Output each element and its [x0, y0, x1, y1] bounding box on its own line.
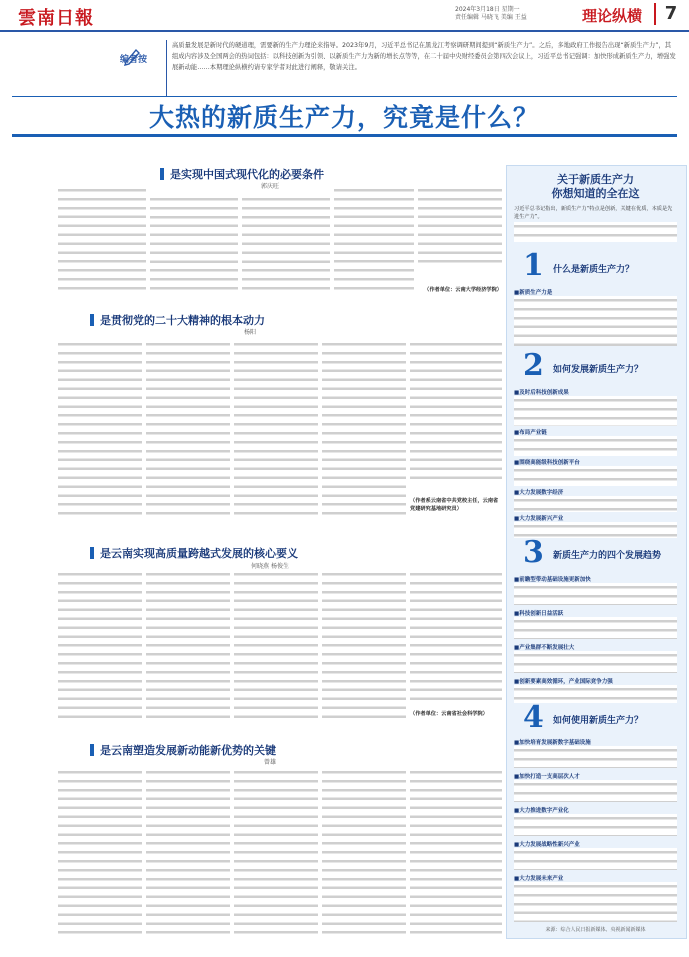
sidebar-text	[514, 583, 677, 605]
article-column	[334, 186, 414, 296]
section-marker	[160, 168, 164, 180]
headline-rule-bottom	[12, 134, 677, 137]
sidebar-text	[514, 780, 677, 802]
section-title-2: 是贯彻党的二十大精神的根本动力	[100, 314, 265, 327]
article-column	[322, 340, 406, 520]
question-title-1: 什么是新质生产力？	[553, 265, 635, 275]
page-rubric: 理论纵横	[582, 7, 643, 25]
question-subhead: ■加快打造一支高层次人才	[514, 774, 580, 780]
sidebar-text	[514, 882, 677, 922]
article-column	[322, 570, 406, 720]
section-author-3: 何晓燕 杨俊生	[251, 563, 289, 570]
sidebar-text	[514, 466, 677, 486]
headline-rule-top	[12, 96, 677, 97]
sidebar-text	[514, 617, 677, 639]
section-title-1: 是实现中国式现代化的必要条件	[170, 168, 324, 181]
question-number-1: 1	[523, 248, 544, 283]
question-subhead: ■创新要素高效循环，产业国际竞争力强	[514, 679, 613, 685]
page-number: 7	[654, 3, 686, 25]
newspaper-logo: 雲南日報	[18, 8, 94, 29]
article-column	[234, 570, 318, 720]
editors-line: 责任编辑 马晓飞 美编 王益	[455, 14, 527, 21]
question-subhead: ■科技创新日益活跃	[514, 611, 564, 617]
question-number-4: 4	[523, 700, 544, 735]
sidebar-text	[514, 296, 677, 346]
editor-note-divider	[166, 40, 167, 96]
question-number-3: 3	[523, 535, 544, 570]
dateline	[455, 6, 585, 22]
article-column	[58, 768, 142, 938]
question-subhead: ■围绕高能级科技创新平台	[514, 460, 580, 466]
question-subhead: ■加快培育发展新数字基础设施	[514, 740, 591, 746]
section-marker	[90, 314, 94, 326]
sidebar-text	[514, 496, 677, 512]
sidebar-text	[514, 396, 677, 426]
question-subhead: ■前瞻型带动基础设施更新加快	[514, 577, 591, 583]
question-subhead: ■新质生产力是	[514, 290, 553, 296]
article-column	[58, 186, 146, 296]
question-title-3: 新质生产力的四个发展趋势	[553, 551, 662, 561]
article-column	[58, 340, 142, 520]
article-column	[418, 186, 502, 268]
sidebar-text	[514, 651, 677, 673]
question-subhead: ■大力发展战略性新兴产业	[514, 842, 580, 848]
section-title-3: 是云南实现高质量跨越式发展的核心要义	[100, 547, 298, 560]
section-author-note-1: （作者单位：云南大学经济学院）	[424, 287, 502, 293]
article-column	[242, 195, 330, 296]
article-column	[146, 768, 230, 938]
headline: 大热的新质生产力，究竟是什么？	[148, 103, 539, 132]
section-marker	[90, 744, 94, 756]
question-subhead: ■大力发展未来产业	[514, 876, 564, 882]
question-subhead: ■及时后科技创新成果	[514, 390, 569, 396]
question-number-2: 2	[523, 348, 544, 383]
section-author-1: 郭庆旺	[260, 183, 279, 190]
section-author-4: 曾雄	[263, 759, 276, 766]
sidebar-text	[514, 814, 677, 836]
sidebar-title: 关于新质生产力 你想知道的全在这	[551, 173, 640, 200]
question-subhead: ■大力推进数字产业化	[514, 808, 569, 814]
section-title-4: 是云南塑造发展新动能新优势的关键	[100, 744, 276, 757]
question-title-4: 如何使用新质生产力？	[553, 716, 644, 726]
article-column	[322, 768, 406, 938]
sidebar-text	[514, 222, 677, 242]
section-author-2: 杨阳	[243, 329, 256, 336]
article-column	[234, 340, 318, 520]
sidebar-text	[514, 746, 677, 768]
sidebar-source: 来源：综合人民日报新媒体、央视新闻新媒体	[545, 927, 646, 933]
section-author-note-2: （作者系云南省中共党校主任，云南省党建研究基地研究员）	[410, 498, 499, 512]
question-subhead: ■大力发展数字经济	[514, 490, 564, 496]
article-column	[410, 570, 502, 700]
article-column	[234, 768, 318, 938]
section-author-note-3: （作者单位：云南省社会科学院）	[410, 711, 488, 717]
sidebar-intro: 习近平总书记指出，新质生产力“特点是创新，关键在优质，本质是先进生产力”。	[514, 206, 673, 220]
article-column	[410, 340, 502, 480]
article-column	[146, 340, 230, 520]
question-subhead: ■布局产业链	[514, 430, 547, 436]
article-column	[58, 570, 142, 720]
issue-date: 2024年3月18日 星期一	[455, 6, 520, 13]
question-subhead: ■产业集群不断发展壮大	[514, 645, 575, 651]
editor-note-text: 高质量发展是新时代的硬道理，需要新的生产力理论来指导。2023年9月，习近平总书记在黑龙江考察调研期间提到“新质生产力”。之后，多地政府工作报告出现“新质生产力”，其组成内容涉及全国两会的热词包括：以科技创新为引领、以新质生产力为新的增长点等等，在二十届中央财经委员会第四次会议上，习近平总书记强调：加快形成新质生产力，增强发展新动能……本期理论纵横约请专家学者对此进行阐释，敬请关注。	[172, 42, 676, 71]
editor-note-label: 编者按	[120, 55, 148, 65]
article-column	[150, 195, 238, 296]
article-column	[146, 570, 230, 720]
article-column	[410, 768, 502, 938]
question-title-2: 如何发展新质生产力？	[553, 365, 644, 375]
section-marker	[90, 547, 94, 559]
question-subhead: ■大力发展新兴产业	[514, 516, 564, 522]
sidebar-text	[514, 848, 677, 870]
sidebar-text	[514, 436, 677, 456]
